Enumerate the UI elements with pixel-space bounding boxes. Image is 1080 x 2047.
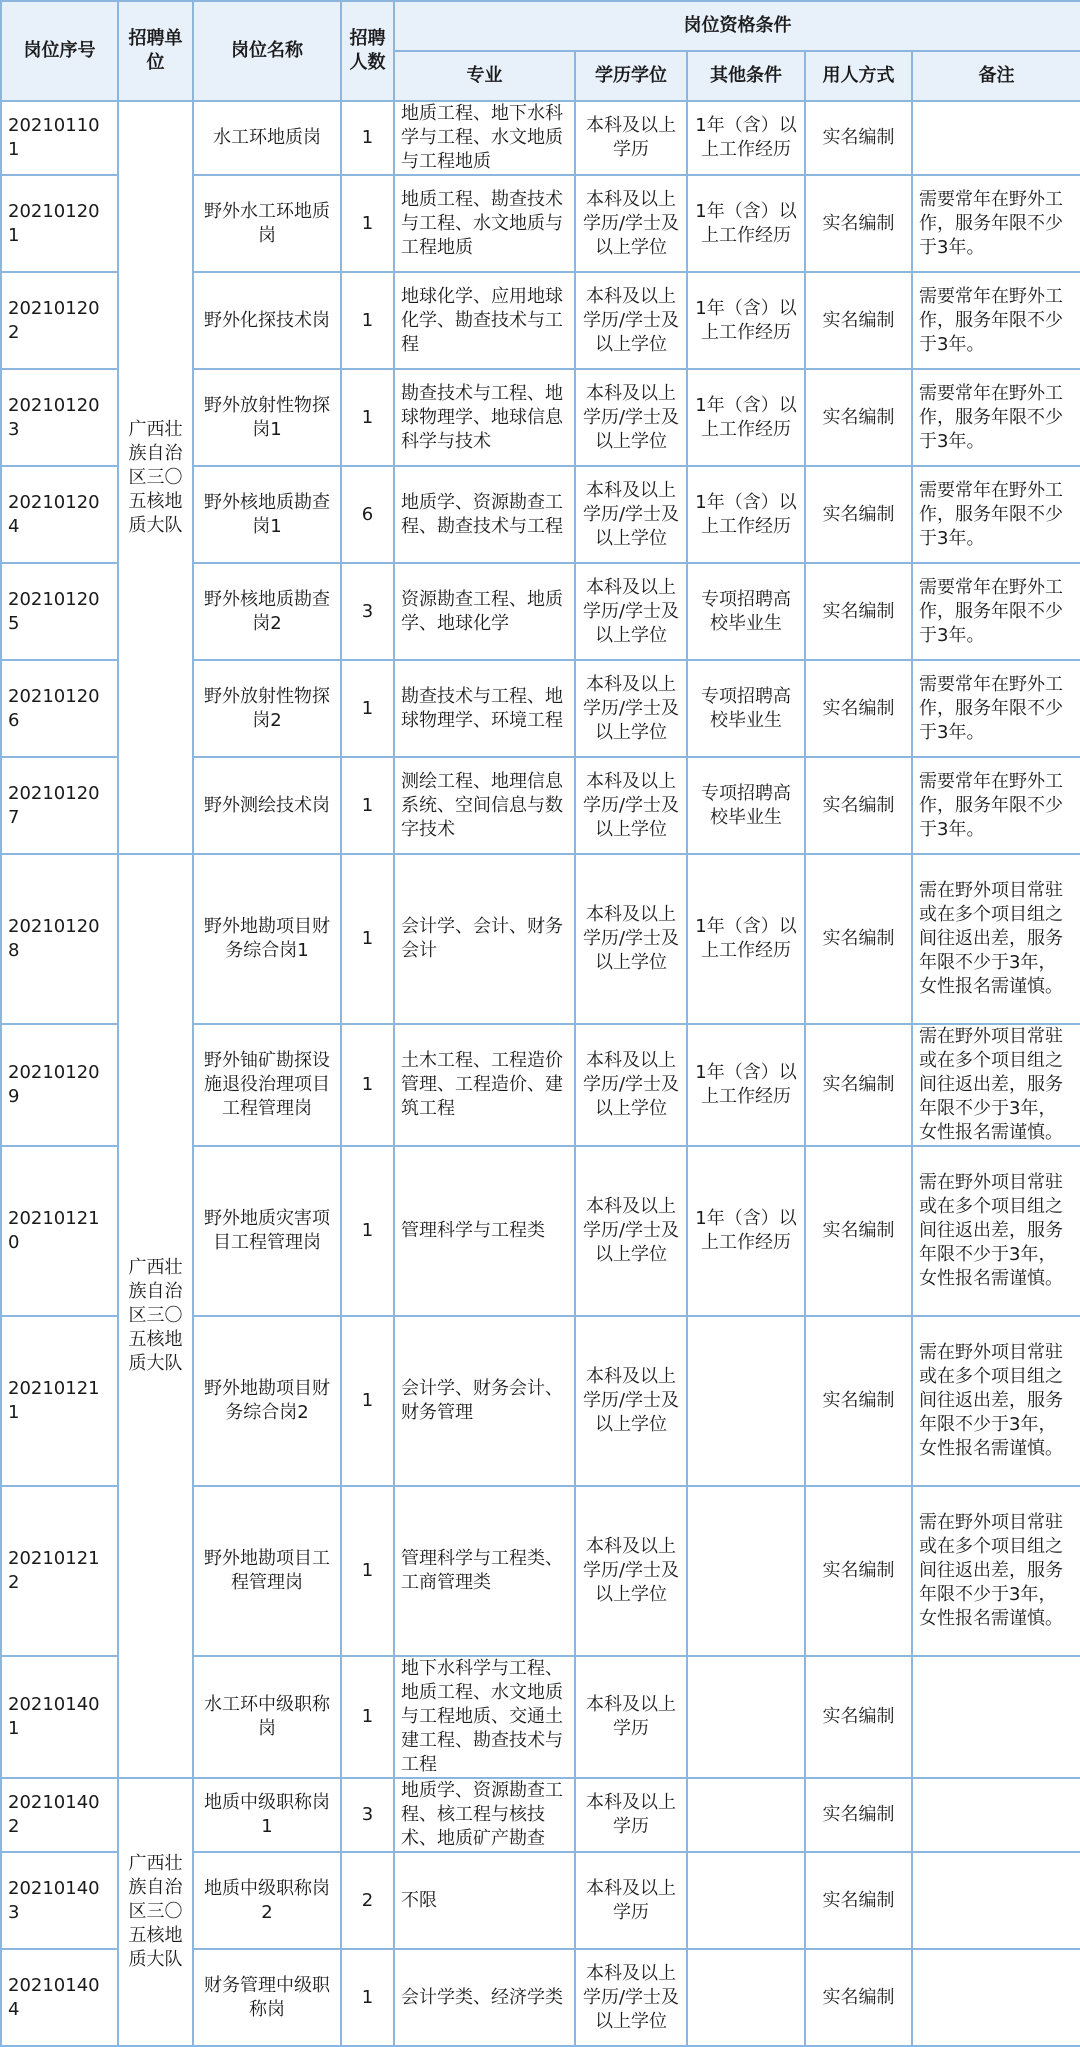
row-major: 地质工程、勘查技术与工程、水文地质与工程地质 bbox=[394, 175, 575, 272]
row-count: 1 bbox=[341, 175, 394, 272]
row-name: 野外水工环地质岗 bbox=[193, 175, 341, 272]
row-count: 2 bbox=[341, 1852, 394, 1949]
row-note: 需在野外项目常驻或在多个项目组之间往返出差，服务年限不少于3年，女性报名需谨慎。 bbox=[912, 1316, 1080, 1486]
header-other: 其他条件 bbox=[687, 51, 805, 101]
row-education: 本科及以上学历/学士及以上学位 bbox=[575, 563, 687, 660]
row-note bbox=[912, 1778, 1080, 1852]
row-id: 202101205 bbox=[1, 563, 118, 660]
row-note bbox=[912, 101, 1080, 175]
row-education: 本科及以上学历/学士及以上学位 bbox=[575, 1316, 687, 1486]
row-count: 1 bbox=[341, 854, 394, 1024]
row-method: 实名编制 bbox=[805, 1024, 912, 1146]
row-method: 实名编制 bbox=[805, 660, 912, 757]
row-education: 本科及以上学历 bbox=[575, 1852, 687, 1949]
row-count: 3 bbox=[341, 563, 394, 660]
row-major: 勘查技术与工程、地球物理学、地球信息科学与技术 bbox=[394, 369, 575, 466]
row-education: 本科及以上学历/学士及以上学位 bbox=[575, 1949, 687, 2046]
row-education: 本科及以上学历/学士及以上学位 bbox=[575, 757, 687, 854]
row-education: 本科及以上学历/学士及以上学位 bbox=[575, 854, 687, 1024]
row-method: 实名编制 bbox=[805, 1949, 912, 2046]
row-other: 1年（含）以上工作经历 bbox=[687, 854, 805, 1024]
row-count: 1 bbox=[341, 757, 394, 854]
row-method: 实名编制 bbox=[805, 101, 912, 175]
header-count: 招聘人数 bbox=[341, 1, 394, 101]
row-count: 1 bbox=[341, 660, 394, 757]
row-major: 资源勘查工程、地质学、地球化学 bbox=[394, 563, 575, 660]
row-count: 1 bbox=[341, 1656, 394, 1778]
row-count: 3 bbox=[341, 1778, 394, 1852]
row-id: 202101203 bbox=[1, 369, 118, 466]
row-count: 1 bbox=[341, 101, 394, 175]
row-method: 实名编制 bbox=[805, 1778, 912, 1852]
row-education: 本科及以上学历/学士及以上学位 bbox=[575, 175, 687, 272]
row-note: 需在野外项目常驻或在多个项目组之间往返出差，服务年限不少于3年，女性报名需谨慎。 bbox=[912, 1024, 1080, 1146]
row-method: 实名编制 bbox=[805, 272, 912, 369]
row-other: 1年（含）以上工作经历 bbox=[687, 369, 805, 466]
row-note: 需要常年在野外工作，服务年限不少于3年。 bbox=[912, 272, 1080, 369]
row-name: 地质中级职称岗2 bbox=[193, 1852, 341, 1949]
row-major: 会计学、财务会计、财务管理 bbox=[394, 1316, 575, 1486]
recruiting-unit: 广西壮族自治区三〇五核地质大队 bbox=[118, 1778, 193, 2046]
row-major: 地质学、资源勘查工程、勘查技术与工程 bbox=[394, 466, 575, 563]
row-id: 202101201 bbox=[1, 175, 118, 272]
row-count: 1 bbox=[341, 369, 394, 466]
row-id: 202101404 bbox=[1, 1949, 118, 2046]
row-id: 202101207 bbox=[1, 757, 118, 854]
row-other: 专项招聘高校毕业生 bbox=[687, 563, 805, 660]
row-method: 实名编制 bbox=[805, 563, 912, 660]
row-method: 实名编制 bbox=[805, 1486, 912, 1656]
row-method: 实名编制 bbox=[805, 1656, 912, 1778]
row-other: 1年（含）以上工作经历 bbox=[687, 272, 805, 369]
row-name: 水工环中级职称岗 bbox=[193, 1656, 341, 1778]
row-method: 实名编制 bbox=[805, 175, 912, 272]
row-education: 本科及以上学历/学士及以上学位 bbox=[575, 1486, 687, 1656]
row-education: 本科及以上学历/学士及以上学位 bbox=[575, 466, 687, 563]
row-other bbox=[687, 1778, 805, 1852]
row-id: 202101206 bbox=[1, 660, 118, 757]
row-other: 1年（含）以上工作经历 bbox=[687, 101, 805, 175]
header-name: 岗位名称 bbox=[193, 1, 341, 101]
row-id: 202101208 bbox=[1, 854, 118, 1024]
header-unit: 招聘单位 bbox=[118, 1, 193, 101]
header-note: 备注 bbox=[912, 51, 1080, 101]
row-count: 1 bbox=[341, 1146, 394, 1316]
row-count: 1 bbox=[341, 1024, 394, 1146]
row-other bbox=[687, 1656, 805, 1778]
row-method: 实名编制 bbox=[805, 854, 912, 1024]
row-other: 1年（含）以上工作经历 bbox=[687, 1024, 805, 1146]
row-note: 需在野外项目常驻或在多个项目组之间往返出差，服务年限不少于3年，女性报名需谨慎。 bbox=[912, 1146, 1080, 1316]
row-education: 本科及以上学历 bbox=[575, 1656, 687, 1778]
row-major: 测绘工程、地理信息系统、空间信息与数字技术 bbox=[394, 757, 575, 854]
row-major: 不限 bbox=[394, 1852, 575, 1949]
row-count: 1 bbox=[341, 1486, 394, 1656]
row-method: 实名编制 bbox=[805, 1146, 912, 1316]
row-name: 野外铀矿勘探设施退役治理项目工程管理岗 bbox=[193, 1024, 341, 1146]
row-major: 地下水科学与工程、地质工程、水文地质与工程地质、交通土建工程、勘查技术与工程 bbox=[394, 1656, 575, 1778]
table-row bbox=[1, 101, 1080, 175]
row-method: 实名编制 bbox=[805, 369, 912, 466]
row-name: 野外核地质勘查岗2 bbox=[193, 563, 341, 660]
row-id: 202101212 bbox=[1, 1486, 118, 1656]
row-education: 本科及以上学历 bbox=[575, 101, 687, 175]
row-name: 野外地质灾害项目工程管理岗 bbox=[193, 1146, 341, 1316]
row-name: 野外地勘项目财务综合岗2 bbox=[193, 1316, 341, 1486]
row-id: 202101204 bbox=[1, 466, 118, 563]
row-note: 需在野外项目常驻或在多个项目组之间往返出差，服务年限不少于3年，女性报名需谨慎。 bbox=[912, 854, 1080, 1024]
header-major: 专业 bbox=[394, 51, 575, 101]
row-note bbox=[912, 1852, 1080, 1949]
row-id: 202101209 bbox=[1, 1024, 118, 1146]
row-major: 会计学类、经济学类 bbox=[394, 1949, 575, 2046]
row-id: 202101402 bbox=[1, 1778, 118, 1852]
table-row bbox=[1, 854, 1080, 1024]
row-id: 202101210 bbox=[1, 1146, 118, 1316]
row-major: 管理科学与工程类、工商管理类 bbox=[394, 1486, 575, 1656]
row-note: 需要常年在野外工作，服务年限不少于3年。 bbox=[912, 466, 1080, 563]
row-id: 202101211 bbox=[1, 1316, 118, 1486]
row-other: 1年（含）以上工作经历 bbox=[687, 175, 805, 272]
row-note bbox=[912, 1656, 1080, 1778]
header-qualification-group: 岗位资格条件 bbox=[394, 1, 1080, 51]
row-other bbox=[687, 1316, 805, 1486]
row-note: 需要常年在野外工作，服务年限不少于3年。 bbox=[912, 175, 1080, 272]
row-note: 需要常年在野外工作，服务年限不少于3年。 bbox=[912, 757, 1080, 854]
row-other: 专项招聘高校毕业生 bbox=[687, 660, 805, 757]
row-name: 野外核地质勘查岗1 bbox=[193, 466, 341, 563]
row-other: 1年（含）以上工作经历 bbox=[687, 1146, 805, 1316]
row-name: 野外化探技术岗 bbox=[193, 272, 341, 369]
row-other: 专项招聘高校毕业生 bbox=[687, 757, 805, 854]
header-method: 用人方式 bbox=[805, 51, 912, 101]
row-major: 地质工程、地下水科学与工程、水文地质与工程地质 bbox=[394, 101, 575, 175]
row-education: 本科及以上学历/学士及以上学位 bbox=[575, 660, 687, 757]
row-name: 野外测绘技术岗 bbox=[193, 757, 341, 854]
row-major: 地质学、资源勘查工程、核工程与核技术、地质矿产勘查 bbox=[394, 1778, 575, 1852]
row-major: 会计学、会计、财务会计 bbox=[394, 854, 575, 1024]
row-name: 野外地勘项目财务综合岗1 bbox=[193, 854, 341, 1024]
header-id: 岗位序号 bbox=[1, 1, 118, 101]
row-name: 地质中级职称岗1 bbox=[193, 1778, 341, 1852]
row-education: 本科及以上学历/学士及以上学位 bbox=[575, 272, 687, 369]
row-name: 野外放射性物探岗2 bbox=[193, 660, 341, 757]
row-name: 野外放射性物探岗1 bbox=[193, 369, 341, 466]
row-note: 需在野外项目常驻或在多个项目组之间往返出差，服务年限不少于3年，女性报名需谨慎。 bbox=[912, 1486, 1080, 1656]
row-education: 本科及以上学历/学士及以上学位 bbox=[575, 1024, 687, 1146]
row-count: 6 bbox=[341, 466, 394, 563]
row-name: 财务管理中级职称岗 bbox=[193, 1949, 341, 2046]
row-method: 实名编制 bbox=[805, 1852, 912, 1949]
row-education: 本科及以上学历/学士及以上学位 bbox=[575, 1146, 687, 1316]
row-id: 202101401 bbox=[1, 1656, 118, 1778]
row-id: 202101202 bbox=[1, 272, 118, 369]
row-count: 1 bbox=[341, 272, 394, 369]
row-education: 本科及以上学历 bbox=[575, 1778, 687, 1852]
row-major: 勘查技术与工程、地球物理学、环境工程 bbox=[394, 660, 575, 757]
row-note: 需要常年在野外工作，服务年限不少于3年。 bbox=[912, 563, 1080, 660]
row-count: 1 bbox=[341, 1949, 394, 2046]
recruiting-unit: 广西壮族自治区三〇五核地质大队 bbox=[118, 101, 193, 854]
row-name: 野外地勘项目工程管理岗 bbox=[193, 1486, 341, 1656]
row-name: 水工环地质岗 bbox=[193, 101, 341, 175]
row-education: 本科及以上学历/学士及以上学位 bbox=[575, 369, 687, 466]
row-id: 202101101 bbox=[1, 101, 118, 175]
row-id: 202101403 bbox=[1, 1852, 118, 1949]
row-major: 地球化学、应用地球化学、勘查技术与工程 bbox=[394, 272, 575, 369]
row-major: 管理科学与工程类 bbox=[394, 1146, 575, 1316]
row-note: 需要常年在野外工作，服务年限不少于3年。 bbox=[912, 660, 1080, 757]
row-method: 实名编制 bbox=[805, 1316, 912, 1486]
row-note: 需要常年在野外工作，服务年限不少于3年。 bbox=[912, 369, 1080, 466]
header-education: 学历学位 bbox=[575, 51, 687, 101]
row-other: 1年（含）以上工作经历 bbox=[687, 466, 805, 563]
row-other bbox=[687, 1949, 805, 2046]
row-method: 实名编制 bbox=[805, 757, 912, 854]
row-note bbox=[912, 1949, 1080, 2046]
row-other bbox=[687, 1486, 805, 1656]
row-other bbox=[687, 1852, 805, 1949]
row-major: 土木工程、工程造价管理、工程造价、建筑工程 bbox=[394, 1024, 575, 1146]
table-row bbox=[1, 1778, 1080, 1852]
row-count: 1 bbox=[341, 1316, 394, 1486]
row-method: 实名编制 bbox=[805, 466, 912, 563]
recruiting-unit: 广西壮族自治区三〇五核地质大队 bbox=[118, 854, 193, 1778]
